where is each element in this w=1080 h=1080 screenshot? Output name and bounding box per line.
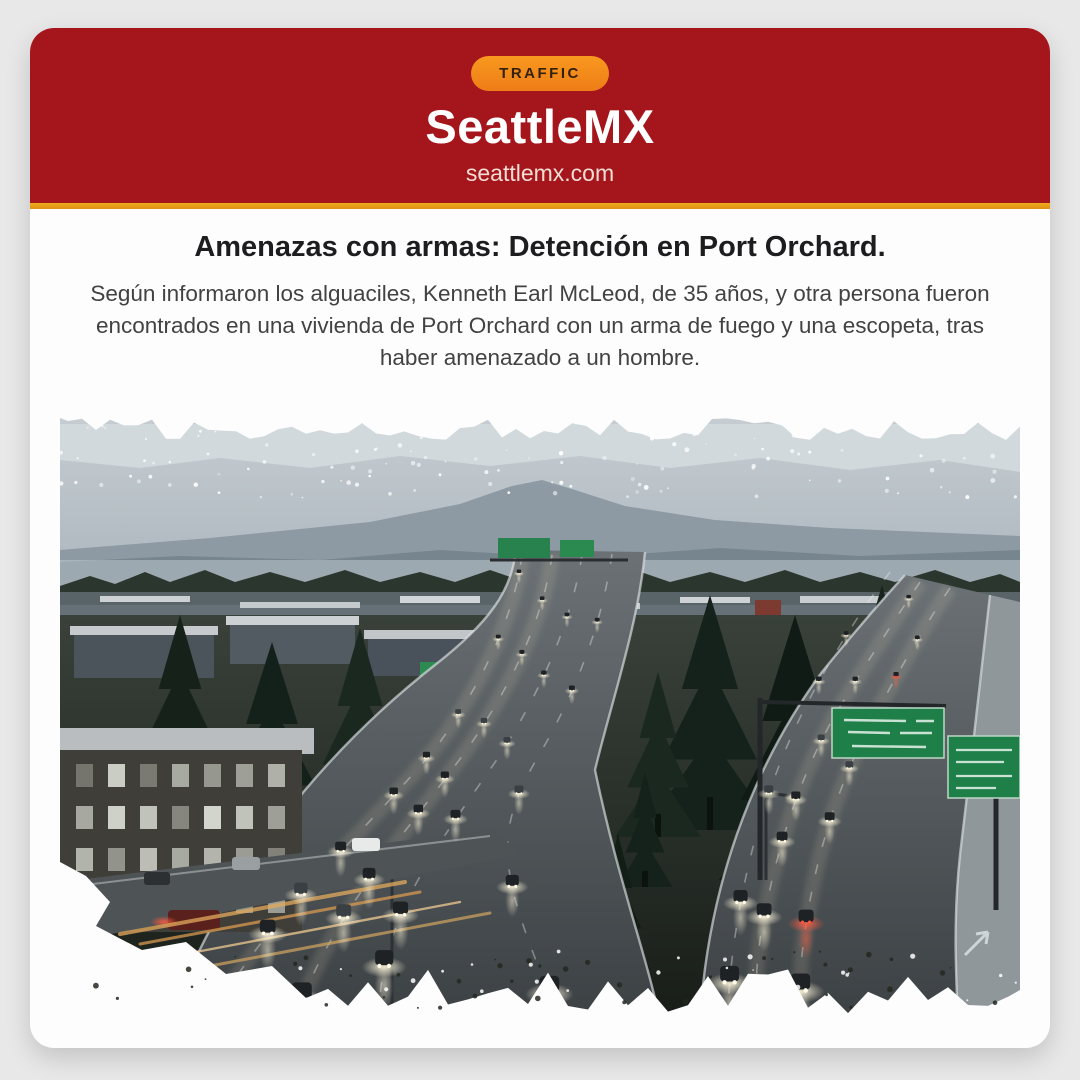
masthead bbox=[30, 28, 1050, 203]
news-card bbox=[30, 28, 1050, 1048]
freeway-scene-illustration bbox=[60, 410, 1020, 1020]
accent-divider bbox=[30, 203, 1050, 209]
article-headline: Amenazas con armas: Detención en Port Orchard. bbox=[194, 231, 886, 263]
brand-title: SeattleMX bbox=[425, 100, 655, 153]
article bbox=[30, 231, 1050, 1020]
article-photo bbox=[60, 410, 1020, 1020]
site-domain: seattlemx.com bbox=[465, 160, 615, 186]
article-summary: Según informaron los alguaciles, Kenneth Earl McLeod, de 35 años, y otra persona fueron encontrados en una vivienda de Port Orchard con un arma de fuego y una escopeta, tras haber amenazado a un hombre. bbox=[90, 281, 990, 370]
category-badge: TRAFFIC bbox=[471, 56, 609, 91]
